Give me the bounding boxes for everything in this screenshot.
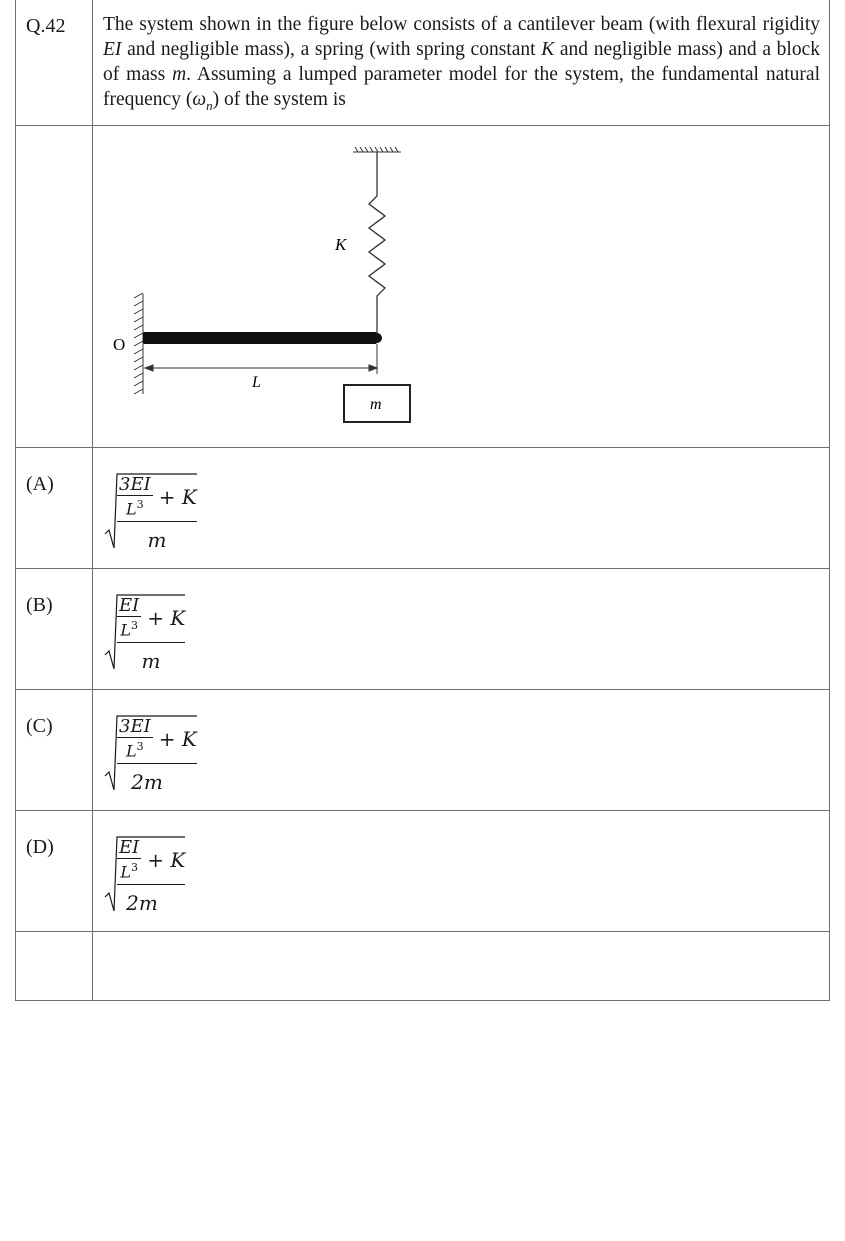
figure-cell: [93, 126, 830, 448]
spring: [369, 152, 385, 338]
plus-k: + K: [147, 605, 186, 630]
inner-denominator: $L^3$: [120, 861, 138, 882]
figure-row: [16, 126, 830, 448]
question-m: m: [172, 64, 187, 85]
option-row-a: [16, 448, 830, 569]
wall-support: [134, 293, 143, 394]
sqrt: [103, 835, 187, 915]
sqrt: [103, 593, 187, 673]
outer-denominator: 2m: [131, 770, 163, 795]
outer-denominator: m: [141, 649, 161, 674]
option-formula-cell: [93, 448, 830, 569]
question-text-3: and negligible mass) and a block of mass: [103, 39, 820, 85]
question-text-4: . Assuming a lumped parameter model for the system, the fundamental natural frequency (: [103, 64, 820, 110]
option-formula-cell: [93, 811, 830, 932]
option-b-formula: [103, 593, 187, 677]
inner-numerator: 3EI: [119, 716, 151, 737]
label-k: K: [335, 235, 347, 254]
fraction-bar: [117, 884, 185, 885]
figure-label-cell: [16, 126, 93, 448]
inner-numerator: 3EI: [119, 474, 151, 495]
question-text-cell: [93, 0, 830, 126]
question-row: [16, 0, 830, 126]
outer-denominator: m: [147, 528, 167, 553]
option-label: (D): [26, 836, 54, 858]
plus-k: + K: [147, 847, 186, 872]
option-label-cell: [16, 811, 93, 932]
question-text-1: The system shown in the figure below consists of a cantilever beam (with flexural rigidity: [103, 14, 820, 35]
option-label-cell: [16, 448, 93, 569]
label-o: O: [113, 335, 126, 354]
ceiling-support: [353, 147, 401, 152]
question-text: [93, 0, 829, 125]
option-a-formula: [103, 472, 199, 556]
cantilever-spring-mass-diagram: [93, 126, 830, 447]
question-omega: $\omega_n$: [192, 89, 213, 113]
option-row-c: [16, 690, 830, 811]
cantilever-beam: [143, 332, 377, 344]
empty-row: [16, 932, 830, 1001]
empty-content-cell: [93, 932, 830, 1001]
question-k: K: [541, 39, 555, 60]
option-row-b: [16, 569, 830, 690]
option-c-formula: [103, 714, 199, 798]
beam-tip: [372, 333, 382, 343]
question-table: [15, 0, 830, 1001]
inner-denominator: $L^3$: [126, 498, 144, 519]
length-dimension: [145, 344, 377, 374]
plus-k: + K: [158, 726, 197, 751]
question-text-5: ) of the system is: [212, 89, 346, 110]
label-m: m: [370, 396, 382, 413]
sqrt: [103, 714, 199, 794]
inner-numerator: EI: [119, 837, 140, 858]
fraction-bar: [117, 642, 185, 643]
option-d-formula: [103, 835, 187, 919]
inner-denominator: $L^3$: [126, 740, 144, 761]
option-label: (C): [26, 715, 53, 737]
option-label-cell: [16, 569, 93, 690]
option-formula-cell: [93, 569, 830, 690]
empty-label-cell: [16, 932, 93, 1001]
option-row-d: [16, 811, 830, 932]
option-label: (A): [26, 473, 54, 495]
sqrt: [103, 472, 199, 552]
question-ei: EI: [103, 39, 122, 60]
question-number: Q.42: [26, 15, 66, 37]
inner-numerator: EI: [119, 595, 140, 616]
question-number-cell: [16, 0, 93, 126]
option-formula-cell: [93, 690, 830, 811]
option-label-cell: [16, 690, 93, 811]
question-text-2: and negligible mass), a spring (with spring constant: [121, 39, 542, 60]
plus-k: + K: [158, 484, 197, 509]
outer-denominator: 2m: [126, 891, 158, 916]
fraction-bar: [117, 521, 197, 522]
label-l: L: [252, 374, 261, 391]
option-label: (B): [26, 594, 53, 616]
inner-denominator: $L^3$: [120, 619, 138, 640]
fraction-bar: [117, 763, 197, 764]
